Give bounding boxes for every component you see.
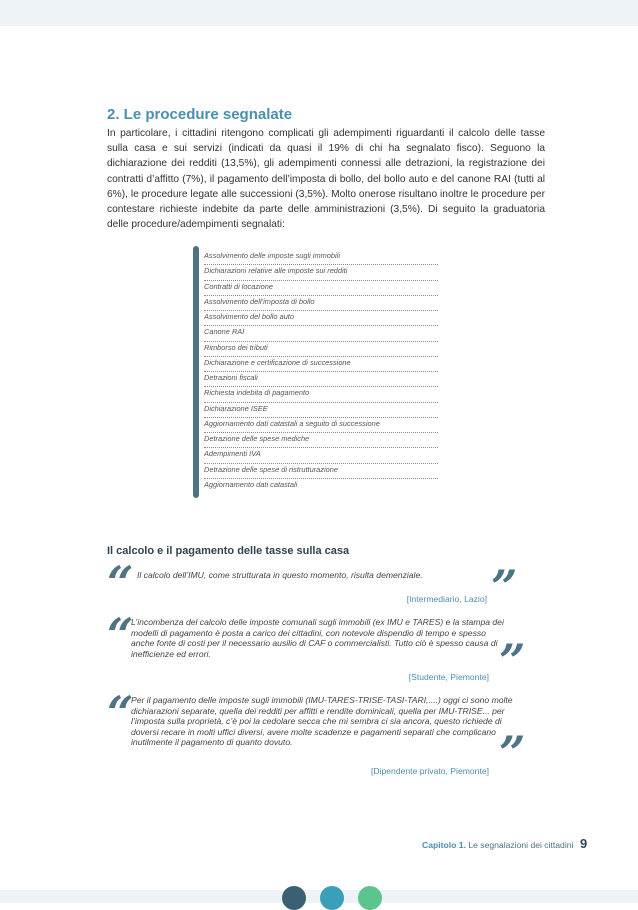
list-item: Assolvimento del bollo auto (204, 311, 438, 326)
quote-source: [Dipendente privato, Piemonte] (371, 766, 489, 776)
list-item: Assolvimento delle imposte sugli immobili (204, 250, 438, 265)
bottom-decorative-band (0, 890, 638, 903)
open-quote-mark: “ (107, 556, 134, 610)
footer-chapter-number: Capitolo 1. (422, 840, 466, 850)
close-quote-mark: ” (491, 560, 518, 614)
list-item: Detrazione delle spese di ristrutturazione (204, 464, 438, 479)
list-item: Dichiarazione e certificazione di successione (204, 357, 438, 372)
open-quote-mark: “ (107, 608, 134, 662)
footer-chapter-title: Le segnalazioni dei cittadini (468, 840, 574, 850)
quote-block (107, 608, 527, 688)
list-item: Assolvimento dell’imposta di bollo (204, 296, 438, 311)
list-item: Aggiornamento dati catastali a seguito di successione (204, 418, 438, 433)
quote-source: [Intermediario, Lazio] (406, 594, 487, 604)
decorative-dot (358, 886, 382, 910)
open-quote-mark: “ (107, 686, 134, 740)
section-title: 2. Le procedure segnalate (107, 106, 293, 123)
list-item: Rimborso dei tributi (204, 342, 438, 357)
list-item: Dichiarazione ISEE (204, 403, 438, 418)
list-item: Richiesta indebita di pagamento (204, 387, 438, 402)
list-accent-bar (193, 246, 199, 498)
close-quote-mark: ” (499, 726, 526, 780)
quote-block (107, 686, 527, 782)
close-quote-mark: ” (499, 634, 526, 688)
quote-block (107, 556, 527, 614)
decorative-dot (320, 886, 344, 910)
top-decorative-band (0, 0, 638, 26)
procedures-list (204, 250, 438, 494)
list-item: Detrazioni fiscali (204, 372, 438, 387)
list-item: Dichiarazioni relative alle imposte sui redditi (204, 265, 438, 280)
footer-chapter (422, 840, 573, 850)
quote-text: Il calcolo dell’IMU, come strutturata in questo momento, risulta demenziale. (137, 570, 423, 580)
list-item: Aggiornamento dati catastali (204, 479, 298, 489)
list-item: Canone RAI (204, 326, 438, 341)
quote-text: Per il pagamento delle imposte sugli immobili (IMU-TARES-TRISE-TASI-TARI,....) oggi ci sono molte dichiarazioni separate, quella dei redditi per affitti e rendite dominicali, quella per IMU-TRISE... per l’imposta sulla proprietà, c’è poi la cedolare secca che mi sembra ci sia ancora, questo richiede di doversi recare in molti uffici diversi, avere molte scadenze e pagamenti separati che complicano inutilmente il pagamento di quanto dovuto. (131, 695, 513, 748)
intro-paragraph: In particolare, i cittadini ritengono complicati gli adempimenti riguardanti il calcolo delle tasse sulla casa e sui servizi (indicati da quasi il 19% di chi ha segnalato fisco). Seguono la dichiarazione dei redditi (13,5%), gli adempimenti connessi alle detrazioni, la registrazione dei contratti d’affitto (7%), il pagamento dell’imposta di bollo, del bollo auto e del canone RAI (tutti al 6%), le procedure legate alle successioni (3,5%). Molto onerose risultano inoltre le procedure per contestare richieste indebite da parte delle amministrazioni (3,5%). Di seguito la graduatoria delle procedure/adempimenti segnalati: (107, 128, 545, 231)
page-number: 9 (580, 836, 588, 851)
list-item: Adempimenti IVA (204, 448, 438, 463)
quote-source: [Studente, Piemonte] (408, 672, 489, 682)
list-item: Contratti di locazione (204, 281, 438, 296)
quote-text: L’incombenza del calcolo delle imposte comunali sugli immobili (ex IMU e TARES) e la stampa dei modelli di pagamento è posta a carico dei cittadini, con notevole dispendio di tempo e spesso anche fonte di costi per il necessario ausilio di CAF o commercialisti. Tutto ciò è spesso causa di inefficienze ed errori. (131, 617, 504, 659)
list-item: Detrazione delle spese mediche (204, 433, 438, 448)
decorative-dot (282, 886, 306, 910)
subsection-title: Il calcolo e il pagamento delle tasse sulla casa (107, 545, 350, 557)
